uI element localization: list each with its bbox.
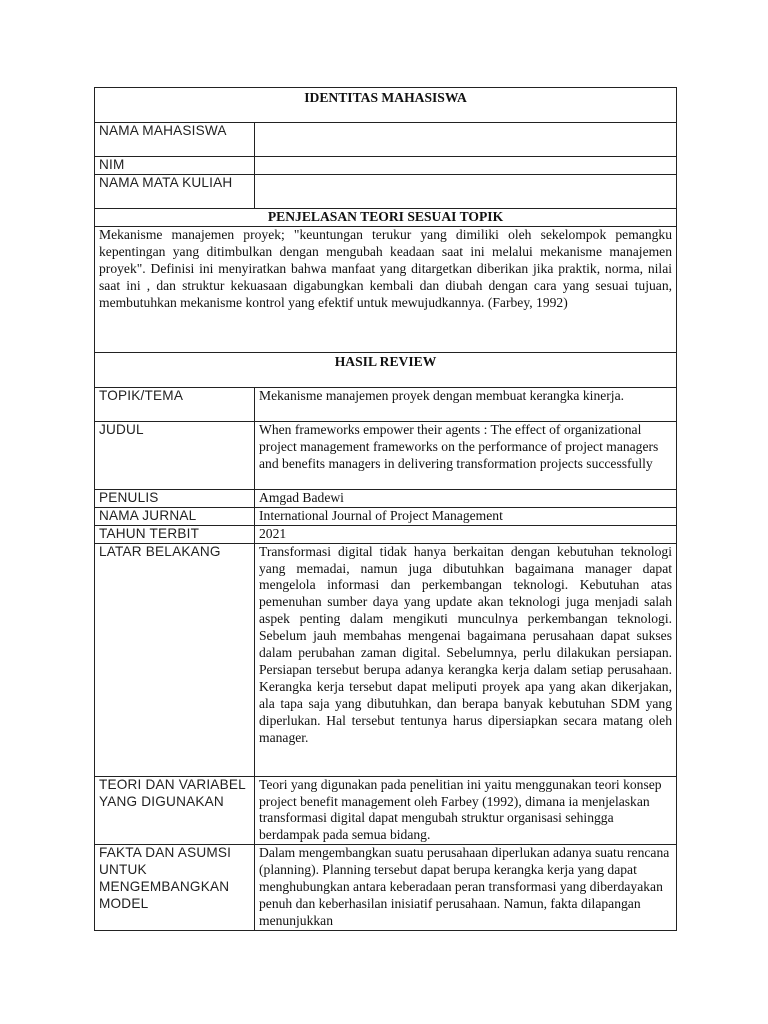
table-row <box>95 776 677 845</box>
table-row <box>95 489 677 507</box>
table-row <box>95 174 677 208</box>
value-nama-mahasiswa <box>255 123 677 157</box>
label-nama-mata-kuliah: NAMA MATA KULIAH <box>95 174 255 208</box>
table-row <box>95 543 677 776</box>
table-row <box>95 845 677 931</box>
table-row <box>95 507 677 525</box>
label-nim: NIM <box>95 157 255 175</box>
label-penulis: PENULIS <box>95 489 255 507</box>
label-tahun-terbit: TAHUN TERBIT <box>95 525 255 543</box>
value-nim <box>255 157 677 175</box>
label-fakta-asumsi: FAKTA DAN ASUMSI UNTUK MENGEMBANGKAN MODEL <box>95 845 255 931</box>
label-latar-belakang: LATAR BELAKANG <box>95 543 255 776</box>
teori-paragraph-row <box>95 226 677 352</box>
value-nama-jurnal: International Journal of Project Management <box>255 507 677 525</box>
review-form-table <box>94 87 677 931</box>
label-teori-variabel: TEORI DAN VARIABEL YANG DIGUNAKAN <box>95 776 255 845</box>
identitas-heading: IDENTITAS MAHASISWA <box>95 88 677 123</box>
table-row <box>95 157 677 175</box>
label-topik-tema: TOPIK/TEMA <box>95 387 255 421</box>
review-heading: HASIL REVIEW <box>95 352 677 387</box>
identitas-heading-row <box>95 88 677 123</box>
value-teori-variabel: Teori yang digunakan pada penelitian ini yaitu menggunakan teori konsep project benefit management oleh Farbey (1992), dimana ia menjelaskan transformasi digital dapat mengubah struktur organisasi sehingga berdampak pada semua bidang. <box>255 776 677 845</box>
label-nama-jurnal: NAMA JURNAL <box>95 507 255 525</box>
table-row <box>95 525 677 543</box>
teori-heading-row <box>95 208 677 226</box>
value-penulis: Amgad Badewi <box>255 489 677 507</box>
table-row <box>95 387 677 421</box>
value-topik-tema: Mekanisme manajemen proyek dengan membuat kerangka kinerja. <box>255 387 677 421</box>
value-nama-mata-kuliah <box>255 174 677 208</box>
value-latar-belakang: Transformasi digital tidak hanya berkaitan dengan kebutuhan teknologi yang memadai, namun juga dibutuhkan bagaimana manager dapat mengelola informasi dan perkembangan teknologi. Kebutuhan atas pemenuhan sumber daya yang update akan teknologi juga menjadi salah aspek penting dalam mengikuti munculnya perkembangan teknologi. Sebelum jauh membahas mengenai bagaimana perusahaan dapat sukses dalam perubahan zaman digital. Sebelumnya, perlu dilakukan persiapan. Persiapan tersebut berupa adanya kerangka kerja dalam setiap perusahaan. Kerangka kerja tersebut dapat meliputi proyek apa yang akan dikerjakan, ala tapa saja yang dibutuhkan, dan berapa banyak kebutuhan SDM yang diperlukan. Hal tersebut tentunya harus dipersiapkan secara matang oleh manager. <box>255 543 677 776</box>
review-heading-row <box>95 352 677 387</box>
label-judul: JUDUL <box>95 421 255 489</box>
table-row <box>95 123 677 157</box>
value-fakta-asumsi: Dalam mengembangkan suatu perusahaan diperlukan adanya suatu rencana (planning). Planning tersebut dapat berupa kerangka kerja yang dapat menghubungkan antara keberadaan peran transformasi yang diberdayakan penuh dan keberhasilan inisiatif perusahaan. Namun, fakta dilapangan menunjukkan <box>255 845 677 931</box>
teori-paragraph: Mekanisme manajemen proyek; "keuntungan terukur yang dimiliki oleh sekelompok pemangku kepentingan yang ditimbulkan dengan mengubah keadaan saat ini melalui mekanisme manajemen proyek". Definisi ini menyiratkan bahwa manfaat yang ditargetkan diberikan jika praktik, norma, nilai saat ini , dan struktur kekuasaan digabungkan kembali dan diubah dengan cara yang sesuai tujuan, membutuhkan mekanisme kontrol yang efektif untuk mewujudkannya. (Farbey, 1992) <box>95 226 677 352</box>
table-row <box>95 421 677 489</box>
value-judul: When frameworks empower their agents : The effect of organizational project management frameworks on the performance of project managers and benefits managers in delivering transformation projects successfully <box>255 421 677 489</box>
teori-heading: PENJELASAN TEORI SESUAI TOPIK <box>95 208 677 226</box>
value-tahun-terbit: 2021 <box>255 525 677 543</box>
label-nama-mahasiswa: NAMA MAHASISWA <box>95 123 255 157</box>
